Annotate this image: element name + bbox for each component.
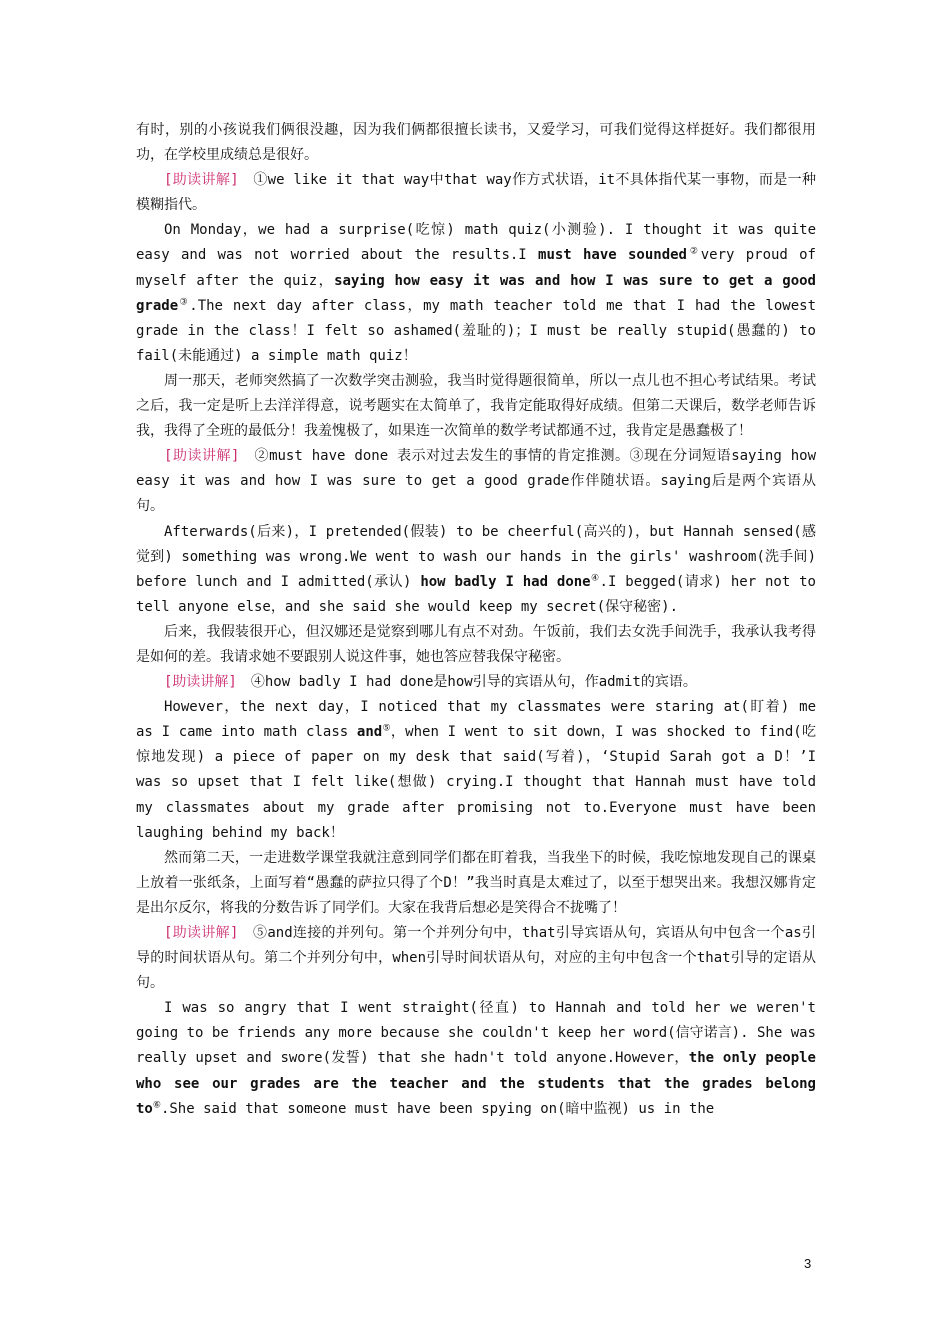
reading-note-p4 [136,444,816,519]
footnote-marker: ② [686,246,701,257]
text-run: ②must have done 表示对过去发生的事情的肯定推测。③现在分词短语saying how easy it was and how I was sure to get a good grade作伴随状语。saying后是两个宾语从句。 [136,448,817,515]
text-run: 周一那天，老师突然搞了一次数学突击测验，我当时觉得题很简单，所以一点儿也不担心考试结果。考试之后，我一定是听上去洋洋得意，说考题实在太简单了，我肯定能取得好成绩。但第二天课后，数学老师告诉我，我得了全班的最低分！我羞愧极了，如果连一次简单的数学考试都通不过，我肯定是愚蠢极了！ [136,372,816,440]
footnote-marker: ⑥ [152,1100,161,1110]
highlighted-phrase: saying how easy it was and how I was sure to get a good grade [136,272,816,314]
translation-p0 [136,118,816,168]
reading-note-label: [助读讲解] [164,448,240,465]
text-run: ①we like it that way中that way作方式状语，it不具体指代某一事物，而是一种模糊指代。 [136,172,816,214]
text-run: .The next day after class，my math teacher told me that I had the lowest grade in the class！I felt so ashamed(羞耻的)；I must be really stupid(愚蠢的) to fail(未能通过) a simple math quiz！ [136,297,816,364]
text-run: ，when I went to sit down，I was shocked to find(吃惊地发现) a piece of paper on my desk that said(写着)，‘Stupid Sarah got a D！’I was so upset that I felt like(想做) crying.I thought that Hannah must have told my classmates about my grade after promising not to.Everyone must have been laughing behind my back！ [136,724,816,841]
text-run: .I begged(请求) her not to tell anyone else，and she said she would keep my secret(保守秘密). [136,573,816,615]
reading-note-p1 [136,168,816,218]
translation-p6 [136,620,816,670]
translation-p3 [136,369,816,444]
highlighted-phrase: the only people who see our grades are the teacher and the students that the grades belong to [136,1050,816,1117]
text-run: ⑤and连接的并列句。第一个并列分句中，that引导宾语从句，宾语从句中包含一个as引导的时间状语从句。第二个并列分句中，when引导时间状语从句，对应的主句中包含一个that引导的定语从句。 [136,925,816,992]
highlighted-phrase: and [356,724,383,741]
footnote-marker: ④ [590,573,600,584]
highlighted-phrase: how badly I had done [420,573,591,590]
text-run: I was so angry that I went straight(径直) to Hannah and told her we weren't going to be friends any more because she couldn't keep her word(信守诺言). She was really upset and swore(发誓) that she hadn't told anyone.However， [136,1000,816,1067]
text-body [136,118,816,1122]
english-p2 [136,218,816,369]
reading-note-p7 [136,670,816,695]
footnote-marker: ③ [178,297,190,307]
text-run: However，the next day，I noticed that my classmates were staring at(盯着) me as I came into math class [136,699,816,741]
text-run: very proud of myself after the quiz， [136,247,816,289]
english-p5 [136,520,816,620]
text-run: 有时，别的小孩说我们俩很没趣，因为我们俩都很擅长读书，又爱学习，可我们觉得这样挺好。我们都很用功，在学校里成绩总是很好。 [136,122,816,164]
text-run: On Monday，we had a surprise(吃惊) math quiz(小测验). I thought it was quite easy and was not worried about the results.I [136,222,816,264]
text-run: 后来，我假装很开心，但汉娜还是觉察到哪儿有点不对劲。午饭前，我们去女洗手间洗手，我承认我考得是如何的差。我请求她不要跟别人说这件事，她也答应替我保守秘密。 [136,623,816,665]
english-p8 [136,695,816,846]
reading-note-label: [助读讲解] [164,674,237,691]
page-number: 3 [804,1256,812,1271]
text-run: ④how badly I had done是how引导的宾语从句，作admit的宾语。 [236,674,697,691]
reading-note-label: [助读讲解] [164,172,239,189]
reading-note-p10 [136,921,816,996]
translation-p9 [136,846,816,921]
text-run: 然而第二天，一走进数学课堂我就注意到同学们都在盯着我，当我坐下的时候，我吃惊地发现自己的课桌上放着一张纸条，上面写着“愚蠢的萨拉只得了个D！”我当时真是太难过了，以至于想哭出来。我想汉娜肯定是出尔反尔，将我的分数告诉了同学们。大家在我背后想必是笑得合不拢嘴了！ [136,849,816,916]
text-run: .She said that someone must have been spying on(暗中监视) us in the [160,1100,715,1117]
reading-note-label: [助读讲解] [164,925,239,941]
text-run: Afterwards(后来)，I pretended(假装) to be cheerful(高兴的)，but Hannah sensed(感觉到) something was wrong.We went to wash our hands in the girls' washroom(洗手间) before lunch and I admitted(承认) [136,523,816,590]
highlighted-phrase: must have sounded [538,247,687,264]
english-p11 [136,996,816,1121]
footnote-marker: ⑤ [382,723,391,734]
